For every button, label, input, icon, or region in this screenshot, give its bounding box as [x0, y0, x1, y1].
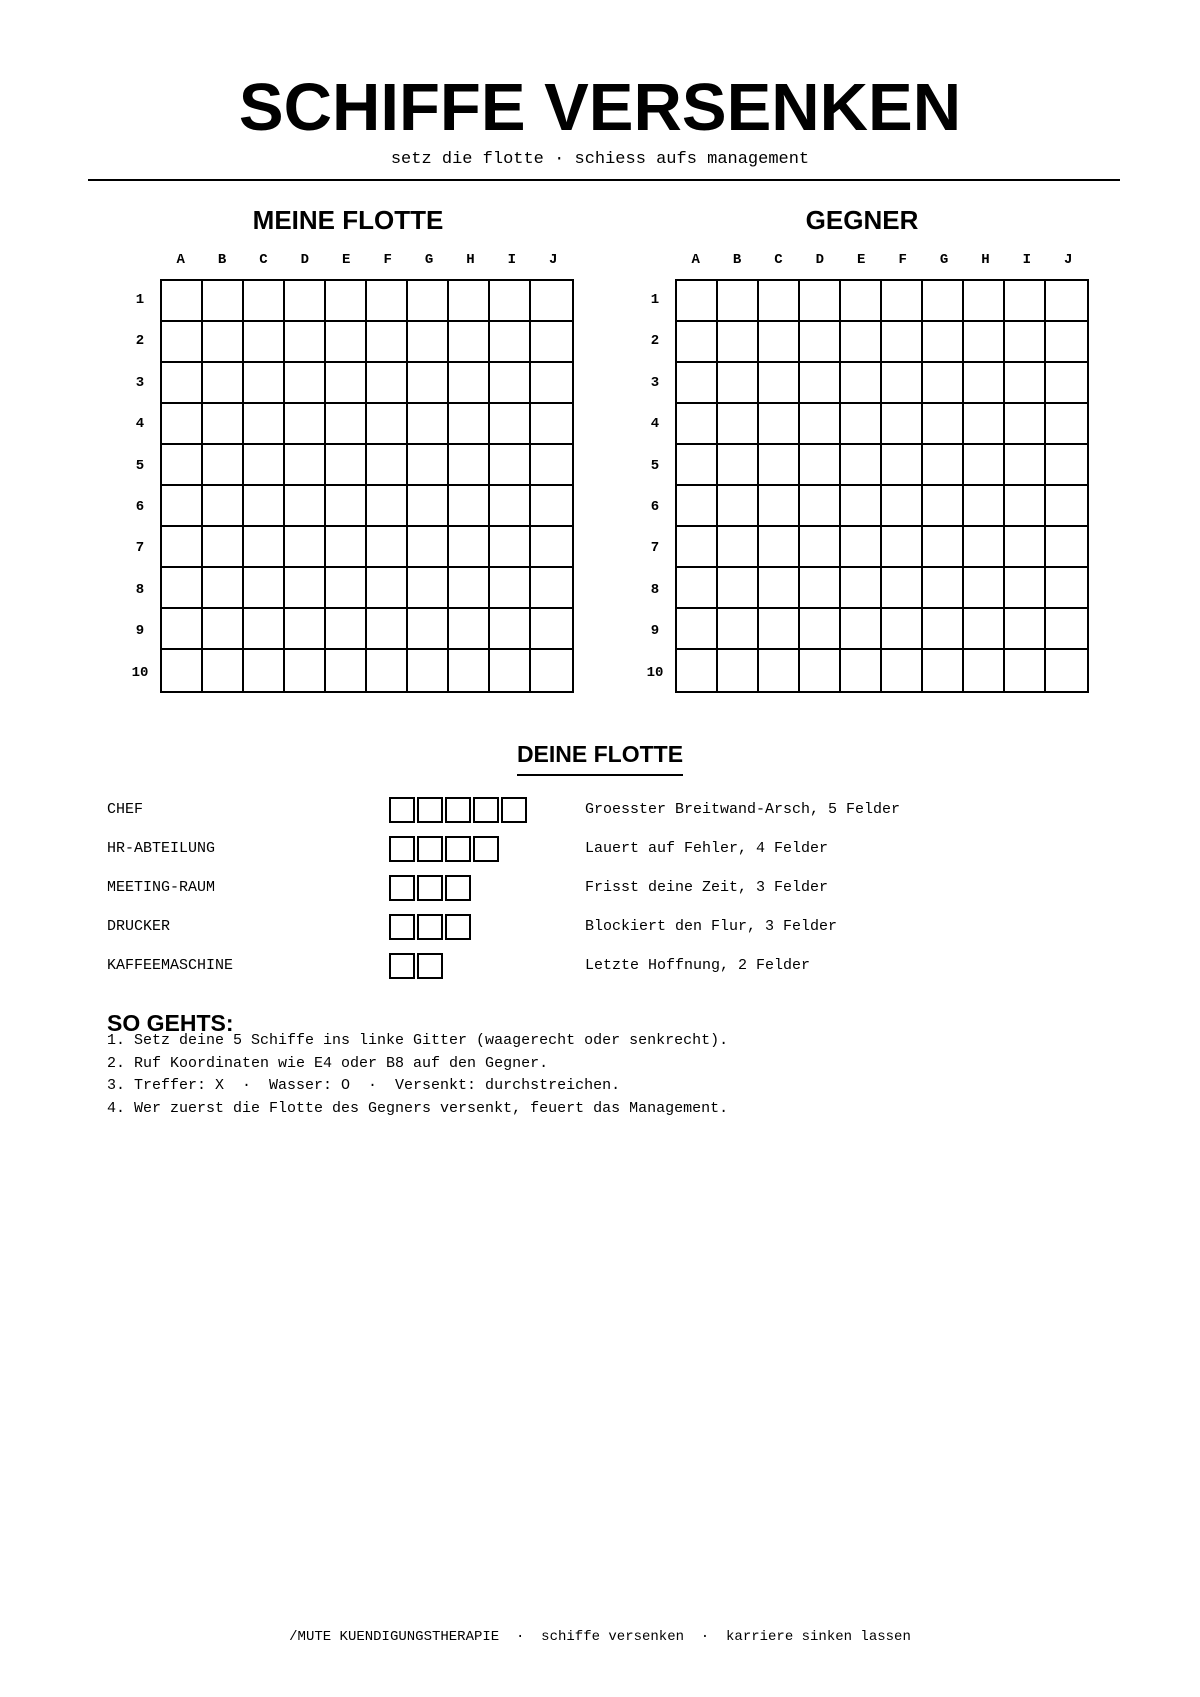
enemy-grid-cell[interactable]: [1046, 404, 1087, 445]
ship-size-boxes: [389, 953, 443, 979]
enemy-grid-cell[interactable]: [1046, 609, 1087, 650]
own-grid-cell[interactable]: [531, 445, 572, 486]
own-grid-cell[interactable]: [531, 609, 572, 650]
own-grid-cell[interactable]: [449, 363, 490, 404]
own-column-label: A: [176, 252, 185, 268]
ship-name: DRUCKER: [107, 918, 171, 935]
own-row-label: 5: [135, 457, 145, 474]
own-grid-cell[interactable]: [531, 363, 572, 404]
own-grid-cell[interactable]: [162, 322, 203, 363]
own-grid-cell[interactable]: [326, 650, 367, 691]
own-grid-cell[interactable]: [490, 486, 531, 527]
enemy-grid-cell[interactable]: [882, 609, 923, 650]
own-grid-cell[interactable]: [531, 404, 572, 445]
enemy-row-label: 4: [650, 416, 660, 433]
enemy-column-label: A: [691, 252, 700, 268]
enemy-grid-cell[interactable]: [718, 404, 759, 445]
enemy-grid-cell[interactable]: [800, 281, 841, 322]
own-grid-cell[interactable]: [326, 404, 367, 445]
own-row-label: 6: [135, 498, 145, 515]
enemy-grid-cell[interactable]: [841, 404, 882, 445]
fleet-ship-row: [107, 836, 1107, 862]
ship-description: Frisst deine Zeit, 3 Felder: [585, 879, 829, 896]
enemy-grid-cell[interactable]: [718, 322, 759, 363]
enemy-grid-cell[interactable]: [718, 363, 759, 404]
own-grid-cell[interactable]: [449, 568, 490, 609]
own-grid-cell[interactable]: [285, 404, 326, 445]
own-grid-cell[interactable]: [162, 404, 203, 445]
enemy-column-label: J: [1064, 252, 1073, 268]
own-grid-cell[interactable]: [408, 445, 449, 486]
enemy-grid-cell[interactable]: [677, 281, 718, 322]
enemy-grid-cell[interactable]: [800, 527, 841, 568]
enemy-grid-cell[interactable]: [759, 404, 800, 445]
enemy-grid-cell[interactable]: [841, 609, 882, 650]
ship-size-boxes: [389, 875, 471, 901]
own-grid-cell[interactable]: [490, 281, 531, 322]
ship-name: MEETING-RAUM: [107, 879, 216, 896]
enemy-grid-cell[interactable]: [1046, 445, 1087, 486]
enemy-grid-cell[interactable]: [759, 650, 800, 691]
own-grid-cell[interactable]: [244, 363, 285, 404]
enemy-grid-cell[interactable]: [759, 527, 800, 568]
enemy-grid-cell[interactable]: [841, 650, 882, 691]
own-grid-cell[interactable]: [244, 568, 285, 609]
own-grid-cell[interactable]: [203, 609, 244, 650]
own-grid-cell[interactable]: [244, 527, 285, 568]
own-grid-cell[interactable]: [162, 445, 203, 486]
enemy-grid-cell[interactable]: [923, 322, 964, 363]
own-grid-cell[interactable]: [203, 322, 244, 363]
enemy-grid-cell[interactable]: [1005, 650, 1046, 691]
rules-list: [107, 1030, 728, 1120]
enemy-grid-cell[interactable]: [1005, 609, 1046, 650]
ship-hit-box[interactable]: [445, 875, 471, 901]
footer-text: /MUTE KUENDIGUNGSTHERAPIE · schiffe versenken · karriere sinken lassen: [289, 1629, 911, 1645]
ship-size-boxes: [389, 914, 471, 940]
ship-hit-box[interactable]: [389, 797, 415, 823]
own-grid-cell[interactable]: [244, 445, 285, 486]
own-grid-cell[interactable]: [449, 322, 490, 363]
own-grid-cell[interactable]: [367, 322, 408, 363]
ship-name: HR-ABTEILUNG: [107, 840, 216, 857]
own-grid-cell[interactable]: [367, 281, 408, 322]
own-grid-cell[interactable]: [162, 281, 203, 322]
own-grid-cell[interactable]: [367, 445, 408, 486]
enemy-column-label: C: [774, 252, 783, 268]
own-grid-cell[interactable]: [162, 568, 203, 609]
enemy-grid-cell[interactable]: [718, 568, 759, 609]
enemy-grid-cell[interactable]: [800, 568, 841, 609]
own-grid-cell[interactable]: [408, 568, 449, 609]
own-grid-cell[interactable]: [490, 363, 531, 404]
own-row-label: 8: [135, 581, 145, 598]
enemy-grid-cell[interactable]: [759, 281, 800, 322]
enemy-grid-cell[interactable]: [677, 568, 718, 609]
ship-hit-box[interactable]: [417, 953, 443, 979]
enemy-grid-cell[interactable]: [964, 568, 1005, 609]
enemy-grid-cell[interactable]: [882, 404, 923, 445]
own-grid-cell[interactable]: [531, 322, 572, 363]
own-grid-cell[interactable]: [285, 609, 326, 650]
own-board-grid[interactable]: [160, 279, 574, 693]
own-grid-cell[interactable]: [326, 281, 367, 322]
enemy-grid-cell[interactable]: [923, 527, 964, 568]
own-grid-cell[interactable]: [203, 363, 244, 404]
own-grid-cell[interactable]: [285, 281, 326, 322]
enemy-grid-cell[interactable]: [1046, 527, 1087, 568]
own-grid-cell[interactable]: [531, 486, 572, 527]
enemy-grid-cell[interactable]: [964, 609, 1005, 650]
page-subtitle: setz die flotte · schiess aufs management: [390, 150, 810, 169]
own-grid-cell[interactable]: [162, 609, 203, 650]
own-row-label: 10: [131, 664, 149, 681]
enemy-grid-cell[interactable]: [923, 486, 964, 527]
enemy-row-label: 10: [646, 664, 664, 681]
rule-item: 3. Treffer: X · Wasser: O · Versenkt: durchstreichen.: [107, 1077, 621, 1094]
enemy-grid-cell[interactable]: [677, 322, 718, 363]
enemy-grid-cell[interactable]: [841, 527, 882, 568]
enemy-row-label: 1: [650, 292, 660, 308]
ship-size-boxes: [389, 836, 499, 862]
own-column-label: G: [424, 252, 434, 268]
own-grid-cell[interactable]: [203, 650, 244, 691]
page-title: SCHIFFE VERSENKEN: [238, 70, 962, 145]
ship-hit-box[interactable]: [389, 914, 415, 940]
ship-hit-box[interactable]: [389, 836, 415, 862]
enemy-board-title: GEGNER: [805, 205, 919, 235]
fleet-ship-row: [107, 875, 1107, 901]
enemy-column-label: I: [1022, 252, 1032, 268]
enemy-grid-cell[interactable]: [1046, 322, 1087, 363]
enemy-grid-cell[interactable]: [759, 486, 800, 527]
own-grid-cell[interactable]: [285, 363, 326, 404]
own-column-label: I: [507, 252, 517, 268]
enemy-grid-cell[interactable]: [718, 527, 759, 568]
own-grid-cell[interactable]: [162, 650, 203, 691]
enemy-grid-cell[interactable]: [677, 650, 718, 691]
enemy-row-label: 7: [650, 540, 660, 557]
own-grid-cell[interactable]: [326, 363, 367, 404]
enemy-grid-cell[interactable]: [677, 527, 718, 568]
enemy-grid-cell[interactable]: [1005, 322, 1046, 363]
own-grid-cell[interactable]: [162, 486, 203, 527]
enemy-grid-cell[interactable]: [1046, 568, 1087, 609]
own-grid-cell[interactable]: [285, 322, 326, 363]
own-grid-cell[interactable]: [367, 609, 408, 650]
enemy-grid-cell[interactable]: [759, 445, 800, 486]
own-grid-cell[interactable]: [244, 486, 285, 527]
ship-hit-box[interactable]: [417, 914, 443, 940]
ship-name: KAFFEEMASCHINE: [107, 957, 234, 974]
own-grid-cell[interactable]: [367, 527, 408, 568]
enemy-grid-cell[interactable]: [964, 322, 1005, 363]
own-grid-cell[interactable]: [162, 527, 203, 568]
enemy-grid-cell[interactable]: [841, 486, 882, 527]
ship-hit-box[interactable]: [445, 914, 471, 940]
own-column-label: B: [217, 252, 227, 268]
ship-hit-box[interactable]: [389, 875, 415, 901]
ship-hit-box[interactable]: [501, 797, 527, 823]
enemy-grid-cell[interactable]: [923, 568, 964, 609]
own-grid-cell[interactable]: [203, 568, 244, 609]
enemy-grid-cell[interactable]: [800, 609, 841, 650]
own-grid-cell[interactable]: [367, 363, 408, 404]
own-grid-cell[interactable]: [531, 650, 572, 691]
own-grid-cell[interactable]: [326, 568, 367, 609]
enemy-column-label: F: [898, 252, 907, 268]
own-grid-cell[interactable]: [408, 404, 449, 445]
own-grid-cell[interactable]: [490, 445, 531, 486]
enemy-grid-cell[interactable]: [718, 445, 759, 486]
own-grid-cell[interactable]: [367, 568, 408, 609]
enemy-grid-cell[interactable]: [800, 650, 841, 691]
enemy-grid-cell[interactable]: [882, 445, 923, 486]
enemy-grid-cell[interactable]: [800, 445, 841, 486]
enemy-grid-cell[interactable]: [923, 363, 964, 404]
own-grid-cell[interactable]: [408, 609, 449, 650]
rule-item: 4. Wer zuerst die Flotte des Gegners versenkt, feuert das Management.: [107, 1099, 729, 1117]
own-column-label: D: [300, 252, 310, 268]
fleet-heading: [0, 740, 1200, 776]
enemy-grid-cell[interactable]: [1005, 527, 1046, 568]
own-grid-cell[interactable]: [367, 404, 408, 445]
enemy-board-row-labels: [640, 280, 670, 694]
enemy-grid-cell[interactable]: [841, 281, 882, 322]
enemy-grid-cell[interactable]: [1005, 363, 1046, 404]
ship-description: Groesster Breitwand-Arsch, 5 Felder: [585, 801, 901, 818]
own-grid-cell[interactable]: [449, 445, 490, 486]
own-grid-cell[interactable]: [244, 650, 285, 691]
enemy-grid-cell[interactable]: [923, 404, 964, 445]
own-board-row-labels: [125, 280, 155, 694]
fleet-ship-row: [107, 914, 1107, 940]
own-row-label: 4: [135, 416, 145, 433]
enemy-grid-cell[interactable]: [800, 486, 841, 527]
enemy-grid-cell[interactable]: [677, 486, 718, 527]
enemy-grid-cell[interactable]: [1046, 281, 1087, 322]
enemy-row-label: 3: [650, 374, 660, 391]
enemy-board-grid[interactable]: [675, 279, 1089, 693]
own-board-column-labels: [160, 251, 574, 269]
enemy-grid-cell[interactable]: [841, 322, 882, 363]
own-grid-cell[interactable]: [244, 281, 285, 322]
rules-title: SO GEHTS:: [107, 1010, 234, 1036]
own-grid-cell[interactable]: [285, 527, 326, 568]
own-grid-cell[interactable]: [490, 650, 531, 691]
own-grid-cell[interactable]: [326, 486, 367, 527]
own-grid-cell[interactable]: [449, 404, 490, 445]
rule-item: 1. Setz deine 5 Schiffe ins linke Gitter (waagerecht oder senkrecht).: [107, 1032, 729, 1049]
own-column-label: C: [259, 252, 268, 268]
enemy-grid-cell[interactable]: [1005, 568, 1046, 609]
fleet-heading-text: DEINE FLOTTE: [517, 740, 683, 776]
enemy-grid-cell[interactable]: [841, 363, 882, 404]
enemy-grid-cell[interactable]: [1046, 650, 1087, 691]
enemy-grid-cell[interactable]: [718, 486, 759, 527]
own-grid-cell[interactable]: [490, 404, 531, 445]
enemy-row-label: 5: [650, 457, 660, 474]
enemy-grid-cell[interactable]: [718, 650, 759, 691]
own-grid-cell[interactable]: [531, 568, 572, 609]
own-grid-cell[interactable]: [408, 363, 449, 404]
own-grid-cell[interactable]: [203, 281, 244, 322]
enemy-grid-cell[interactable]: [718, 281, 759, 322]
own-grid-cell[interactable]: [449, 527, 490, 568]
own-row-label: 1: [135, 292, 145, 308]
ship-description: Lauert auf Fehler, 4 Felder: [585, 840, 829, 857]
own-column-label: J: [549, 252, 558, 268]
ship-hit-box[interactable]: [417, 836, 443, 862]
enemy-grid-cell[interactable]: [800, 363, 841, 404]
rule-item: 2. Ruf Koordinaten wie E4 oder B8 auf den Gegner.: [107, 1054, 549, 1072]
enemy-grid-cell[interactable]: [759, 363, 800, 404]
own-grid-cell[interactable]: [326, 609, 367, 650]
own-grid-cell[interactable]: [244, 609, 285, 650]
enemy-grid-cell[interactable]: [1046, 363, 1087, 404]
own-column-label: F: [383, 252, 392, 268]
enemy-grid-cell[interactable]: [800, 404, 841, 445]
enemy-row-label: 2: [650, 333, 660, 350]
ship-hit-box[interactable]: [417, 797, 443, 823]
own-grid-cell[interactable]: [449, 650, 490, 691]
enemy-column-label: H: [981, 252, 990, 268]
enemy-grid-cell[interactable]: [882, 363, 923, 404]
enemy-column-label: B: [732, 252, 742, 268]
enemy-board-column-labels: [675, 251, 1089, 269]
own-grid-cell[interactable]: [326, 445, 367, 486]
enemy-grid-cell[interactable]: [841, 568, 882, 609]
fleet-ship-row: [107, 797, 1107, 823]
ship-hit-box[interactable]: [445, 797, 471, 823]
own-grid-cell[interactable]: [449, 281, 490, 322]
enemy-grid-cell[interactable]: [1005, 281, 1046, 322]
own-row-label: 9: [135, 623, 145, 640]
own-grid-cell[interactable]: [326, 527, 367, 568]
own-column-label: E: [342, 252, 351, 268]
ship-hit-box[interactable]: [445, 836, 471, 862]
fleet-ship-row: [107, 953, 1107, 979]
own-row-label: 2: [135, 333, 145, 350]
own-grid-cell[interactable]: [244, 322, 285, 363]
enemy-grid-cell[interactable]: [882, 281, 923, 322]
enemy-grid-cell[interactable]: [677, 404, 718, 445]
own-grid-cell[interactable]: [203, 445, 244, 486]
enemy-grid-cell[interactable]: [677, 363, 718, 404]
enemy-row-label: 9: [650, 623, 660, 640]
enemy-row-label: 8: [650, 581, 660, 598]
enemy-grid-cell[interactable]: [964, 363, 1005, 404]
own-board-title: MEINE FLOTTE: [252, 205, 444, 235]
own-grid-cell[interactable]: [367, 650, 408, 691]
own-grid-cell[interactable]: [408, 281, 449, 322]
ship-hit-box[interactable]: [389, 953, 415, 979]
enemy-grid-cell[interactable]: [923, 650, 964, 691]
enemy-grid-cell[interactable]: [882, 322, 923, 363]
ship-size-boxes: [389, 797, 527, 823]
own-column-label: H: [466, 252, 475, 268]
own-grid-cell[interactable]: [490, 568, 531, 609]
own-row-label: 3: [135, 374, 145, 391]
enemy-grid-cell[interactable]: [1005, 486, 1046, 527]
enemy-grid-cell[interactable]: [923, 609, 964, 650]
own-grid-cell[interactable]: [285, 445, 326, 486]
own-grid-cell[interactable]: [490, 527, 531, 568]
own-grid-cell[interactable]: [408, 322, 449, 363]
enemy-grid-cell[interactable]: [964, 486, 1005, 527]
enemy-grid-cell[interactable]: [964, 404, 1005, 445]
enemy-grid-cell[interactable]: [882, 527, 923, 568]
enemy-grid-cell[interactable]: [964, 281, 1005, 322]
enemy-column-label: E: [857, 252, 866, 268]
ship-description: Blockiert den Flur, 3 Felder: [585, 918, 838, 935]
enemy-grid-cell[interactable]: [964, 650, 1005, 691]
ship-hit-box[interactable]: [473, 836, 499, 862]
enemy-row-label: 6: [650, 498, 660, 515]
enemy-grid-cell[interactable]: [677, 609, 718, 650]
own-grid-cell[interactable]: [244, 404, 285, 445]
enemy-grid-cell[interactable]: [1046, 486, 1087, 527]
own-grid-cell[interactable]: [367, 486, 408, 527]
enemy-grid-cell[interactable]: [677, 445, 718, 486]
own-grid-cell[interactable]: [490, 609, 531, 650]
own-grid-cell[interactable]: [531, 527, 572, 568]
enemy-grid-cell[interactable]: [800, 322, 841, 363]
enemy-grid-cell[interactable]: [923, 281, 964, 322]
ship-description: Letzte Hoffnung, 2 Felder: [585, 957, 811, 974]
own-grid-cell[interactable]: [326, 322, 367, 363]
enemy-column-label: D: [815, 252, 825, 268]
own-grid-cell[interactable]: [285, 650, 326, 691]
enemy-grid-cell[interactable]: [964, 445, 1005, 486]
enemy-grid-cell[interactable]: [759, 609, 800, 650]
enemy-grid-cell[interactable]: [882, 650, 923, 691]
header-divider: [88, 179, 1120, 181]
enemy-grid-cell[interactable]: [882, 568, 923, 609]
enemy-grid-cell[interactable]: [964, 527, 1005, 568]
ship-hit-box[interactable]: [473, 797, 499, 823]
enemy-grid-cell[interactable]: [759, 322, 800, 363]
own-grid-cell[interactable]: [285, 486, 326, 527]
ship-name: CHEF: [107, 801, 144, 818]
own-grid-cell[interactable]: [490, 322, 531, 363]
own-grid-cell[interactable]: [203, 486, 244, 527]
own-grid-cell[interactable]: [449, 486, 490, 527]
own-grid-cell[interactable]: [408, 527, 449, 568]
own-grid-cell[interactable]: [203, 527, 244, 568]
own-grid-cell[interactable]: [203, 404, 244, 445]
enemy-grid-cell[interactable]: [882, 486, 923, 527]
enemy-grid-cell[interactable]: [718, 609, 759, 650]
enemy-grid-cell[interactable]: [1005, 445, 1046, 486]
own-grid-cell[interactable]: [408, 486, 449, 527]
enemy-grid-cell[interactable]: [759, 568, 800, 609]
own-row-label: 7: [135, 540, 145, 557]
enemy-grid-cell[interactable]: [841, 445, 882, 486]
enemy-column-label: G: [939, 252, 949, 268]
enemy-grid-cell[interactable]: [1005, 404, 1046, 445]
own-grid-cell[interactable]: [285, 568, 326, 609]
own-grid-cell[interactable]: [162, 363, 203, 404]
ship-hit-box[interactable]: [417, 875, 443, 901]
own-grid-cell[interactable]: [408, 650, 449, 691]
enemy-grid-cell[interactable]: [923, 445, 964, 486]
own-grid-cell[interactable]: [531, 281, 572, 322]
own-grid-cell[interactable]: [449, 609, 490, 650]
